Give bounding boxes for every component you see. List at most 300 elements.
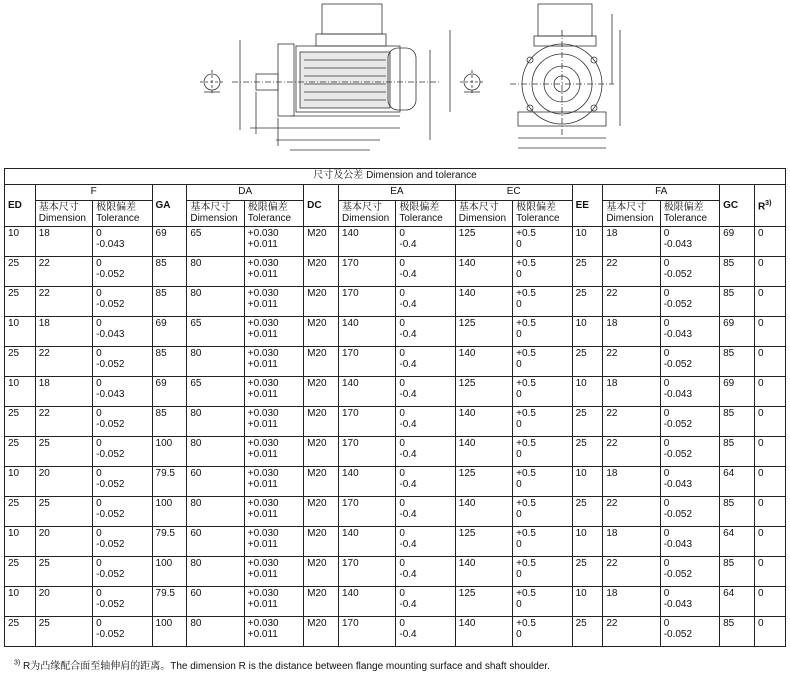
cell-ed [5,437,36,467]
cell-value: 0 [757,468,764,479]
cell-value: M20 [307,468,327,479]
cell-value: -0.052 [96,629,125,640]
cell-value: 60 [190,588,202,599]
cell-value: 25 [38,498,50,509]
cell-value: -0.052 [663,509,693,520]
cell-value: 25 [8,408,20,419]
cell-value: +0.030 [247,288,279,299]
cell-value: +0.030 [247,498,279,509]
cell-value: +0.011 [247,359,278,370]
cell-value: 10 [8,228,20,239]
cell-ec-dimension [455,347,512,377]
cell-fa-tolerance [660,227,719,257]
cell-value: +0.030 [247,348,279,359]
cell-ee [572,437,603,467]
cell-value: 0 [399,258,405,269]
cell-value: 25 [575,258,587,269]
cell-ec-tolerance [513,527,572,557]
cell-value: 0 [663,288,670,299]
cell-fa-dimension [603,287,660,317]
cell-da-dimension [187,287,244,317]
cell-value: +0.030 [247,588,279,599]
cell-value: 0 [399,378,405,389]
cell-value: 0 [516,569,522,580]
cell-value: +0.5 [516,348,536,359]
cell-value: 0 [516,389,522,400]
cell-f-tolerance [93,467,152,497]
subheader-cn-label: 基本尺寸 [190,202,231,213]
cell-gc [720,467,755,497]
cell-value: 22 [606,408,618,419]
cell-value: +0.011 [247,269,278,280]
cell-da-dimension [187,527,244,557]
cell-value: 60 [190,468,202,479]
cell-value: -0.4 [399,419,417,430]
cell-da-dimension [187,227,244,257]
cell-value: 0 [516,479,522,490]
cell-da-tolerance [244,227,303,257]
cell-value: -0.052 [96,599,125,610]
cell-fa-tolerance [660,437,719,467]
cell-value: -0.052 [663,569,693,580]
cell-r [754,227,785,257]
cell-value: 140 [458,558,476,569]
cell-value: M20 [307,618,327,629]
cell-value: 25 [8,348,20,359]
cell-value: 0 [516,449,522,460]
cell-value: 170 [341,438,359,449]
cell-value: 25 [575,558,587,569]
cell-dc [304,497,339,527]
cell-value: -0.052 [96,569,125,580]
cell-ee [572,527,603,557]
cell-value: -0.052 [663,449,693,460]
motor-side-view [232,4,450,150]
cell-value: 0 [663,318,670,329]
cell-fa-tolerance [660,617,719,647]
cell-ea-dimension [338,617,395,647]
cell-ea-tolerance [396,377,455,407]
cell-value: -0.043 [96,329,125,340]
cell-r [754,617,785,647]
cell-r [754,497,785,527]
cell-ee [572,407,603,437]
cell-r [754,527,785,557]
cell-value: 0 [757,408,764,419]
cell-f-dimension [35,437,92,467]
cell-fa-tolerance [660,587,719,617]
cell-value: 0 [663,258,670,269]
cell-value: -0.043 [96,389,125,400]
cell-value: 25 [575,438,587,449]
cell-value: 125 [458,588,476,599]
cell-value: 140 [341,378,359,389]
cell-fa-dimension [603,437,660,467]
cell-value: 140 [458,618,476,629]
cell-value: 140 [458,258,476,269]
cell-value: 140 [458,498,476,509]
cell-ed [5,527,36,557]
cell-da-dimension [187,587,244,617]
cell-value: -0.052 [663,269,693,280]
cell-f-tolerance [93,497,152,527]
cell-value: 140 [458,348,476,359]
cell-value: M20 [307,378,327,389]
cell-value: 18 [38,378,50,389]
cell-value: +0.5 [516,618,536,629]
cell-ec-tolerance [513,347,572,377]
cell-ga [152,527,187,557]
cell-value: 0 [516,239,522,250]
cell-gc [720,557,755,587]
cell-da-tolerance [244,287,303,317]
subheader-cn-label: 极限偏差 [516,202,557,213]
cell-value: 170 [341,498,359,509]
cell-dc [304,257,339,287]
cell-f-tolerance [93,257,152,287]
cell-value: 0 [96,618,102,629]
cell-value: 25 [8,438,20,449]
header-ec: EC [455,185,572,201]
cell-f-dimension [35,227,92,257]
cell-value: 140 [341,228,359,239]
cell-value: +0.011 [247,389,278,400]
cell-value: +0.5 [516,318,536,329]
header-ea: EA [338,185,455,201]
cell-f-dimension [35,557,92,587]
cell-gc [720,377,755,407]
table-row [5,527,786,557]
cell-da-tolerance [244,347,303,377]
cell-fa-dimension [603,587,660,617]
subheader-en-label: Dimension [606,213,654,224]
cell-f-dimension [35,527,92,557]
cell-value: +0.011 [247,509,278,520]
cell-value: 0 [399,558,405,569]
cell-value: -0.4 [399,329,417,340]
subheader-da-tolerance [244,201,303,227]
cell-value: -0.043 [96,239,125,250]
cell-value: 0 [757,258,764,269]
cell-value: -0.052 [663,359,693,370]
cell-value: +0.5 [516,288,536,299]
cell-ea-dimension [338,407,395,437]
cell-value: 10 [8,588,20,599]
cell-value: +0.5 [516,228,536,239]
cell-value: 22 [38,408,50,419]
cell-value: -0.052 [96,359,125,370]
cell-value: 125 [458,318,476,329]
cell-value: +0.030 [247,468,279,479]
cell-r [754,407,785,437]
cell-ga [152,617,187,647]
subheader-fa-dimension [603,201,660,227]
cell-ec-dimension [455,527,512,557]
subheader-en-label: Tolerance [516,213,560,224]
header-r-label: R [757,201,766,213]
cell-value: 0 [516,329,522,340]
cell-ee [572,587,603,617]
cell-ed [5,317,36,347]
cell-ea-dimension [338,437,395,467]
cell-gc [720,407,755,437]
cell-value: 25 [8,558,20,569]
cell-value: 0 [399,408,405,419]
cell-ec-tolerance [513,557,572,587]
table-row [5,317,786,347]
subheader-en-label: Dimension [190,213,238,224]
cell-fa-tolerance [660,287,719,317]
cell-value: -0.052 [96,479,125,490]
cell-value: 80 [190,498,202,509]
cell-da-dimension [187,317,244,347]
cell-da-tolerance [244,587,303,617]
shaft-end-right-view [460,70,484,94]
cell-value: 140 [458,408,476,419]
cell-value: 65 [190,228,202,239]
cell-ea-dimension [338,587,395,617]
cell-ee [572,227,603,257]
table-row [5,227,786,257]
cell-value: M20 [307,408,327,419]
subheader-en-label: Tolerance [399,213,443,224]
cell-ea-tolerance [396,317,455,347]
cell-ga [152,587,187,617]
cell-value: 25 [575,408,587,419]
cell-value: 0 [516,509,522,520]
subheader-f-tolerance [93,201,152,227]
cell-value: -0.052 [663,419,693,430]
cell-ed [5,377,36,407]
cell-value: +0.5 [516,408,536,419]
cell-value: -0.043 [663,239,693,250]
header-gc: GC [720,185,755,227]
cell-gc [720,497,755,527]
cell-value: 64 [723,528,735,539]
cell-value: +0.030 [247,558,279,569]
cell-value: +0.5 [516,438,536,449]
cell-value: -0.052 [663,299,693,310]
cell-value: +0.5 [516,498,536,509]
cell-gc [720,347,755,377]
table-row [5,347,786,377]
cell-value: -0.4 [399,269,417,280]
cell-value: 0 [96,588,102,599]
cell-value: 85 [723,498,735,509]
cell-ga [152,557,187,587]
cell-value: +0.030 [247,438,279,449]
cell-da-tolerance [244,317,303,347]
cell-value: 0 [96,558,102,569]
cell-r [754,347,785,377]
cell-value: 0 [663,498,670,509]
cell-fa-dimension [603,617,660,647]
cell-value: -0.052 [96,299,125,310]
cell-value: 10 [575,528,587,539]
cell-value: 0 [757,318,764,329]
cell-value: 22 [38,288,50,299]
cell-value: 64 [723,468,735,479]
cell-fa-dimension [603,497,660,527]
cell-ee [572,557,603,587]
cell-gc [720,287,755,317]
cell-value: -0.043 [663,329,693,340]
cell-da-dimension [187,617,244,647]
cell-value: 18 [606,318,618,329]
cell-value: 0 [757,228,764,239]
cell-value: 65 [190,318,202,329]
cell-r [754,377,785,407]
subheader-cn-label: 基本尺寸 [606,202,647,213]
cell-value: 100 [155,558,173,569]
table-row [5,617,786,647]
cell-value: 22 [38,258,50,269]
subheader-ea-dimension [338,201,395,227]
cell-ec-tolerance [513,437,572,467]
cell-value: 69 [155,228,167,239]
cell-f-tolerance [93,347,152,377]
cell-ec-dimension [455,317,512,347]
cell-value: 80 [190,558,202,569]
cell-ed [5,257,36,287]
cell-value: 170 [341,348,359,359]
cell-value: 18 [38,318,50,329]
cell-value: 0 [399,348,405,359]
cell-gc [720,257,755,287]
cell-value: 80 [190,618,202,629]
cell-ec-tolerance [513,407,572,437]
cell-value: 100 [155,618,173,629]
cell-value: -0.052 [96,449,125,460]
cell-value: 0 [757,618,764,629]
cell-ec-dimension [455,227,512,257]
subheader-ea-tolerance [396,201,455,227]
header-r-footnote-mark: 3) [765,200,772,208]
cell-value: 85 [723,438,735,449]
table-row [5,377,786,407]
cell-r [754,317,785,347]
cell-value: +0.5 [516,558,536,569]
cell-value: 65 [190,378,202,389]
cell-value: 69 [723,318,735,329]
cell-value: -0.4 [399,479,417,490]
cell-f-dimension [35,317,92,347]
cell-value: 0 [663,588,670,599]
cell-value: -0.4 [399,629,417,640]
cell-value: 22 [606,348,618,359]
cell-ee [572,467,603,497]
subheader-en-label: Tolerance [663,213,708,224]
cell-value: 140 [341,588,359,599]
cell-fa-dimension [603,347,660,377]
subheader-cn-label: 基本尺寸 [38,202,79,213]
dimension-tolerance-table-wrapper [4,168,786,647]
cell-ed [5,227,36,257]
cell-value: -0.043 [663,389,693,400]
cell-value: 0 [516,629,522,640]
cell-f-dimension [35,587,92,617]
cell-da-tolerance [244,497,303,527]
cell-ec-dimension [455,257,512,287]
cell-da-tolerance [244,467,303,497]
cell-value: -0.4 [399,239,417,250]
cell-fa-tolerance [660,317,719,347]
cell-value: 0 [663,408,670,419]
cell-gc [720,587,755,617]
cell-dc [304,527,339,557]
cell-value: 0 [663,558,670,569]
subheader-en-label: Tolerance [96,213,140,224]
cell-value: 140 [341,468,359,479]
cell-value: 22 [606,618,618,629]
cell-value: 0 [96,438,102,449]
cell-value: M20 [307,588,327,599]
cell-fa-tolerance [660,407,719,437]
cell-value: 0 [399,618,405,629]
header-ga: GA [152,185,187,227]
cell-fa-dimension [603,257,660,287]
cell-gc [720,617,755,647]
table-row [5,557,786,587]
cell-value: +0.030 [247,408,279,419]
cell-value: 85 [723,288,735,299]
cell-value: 80 [190,288,202,299]
cell-value: 0 [663,618,670,629]
cell-value: -0.4 [399,539,417,550]
cell-value: -0.043 [663,479,693,490]
cell-dc [304,227,339,257]
cell-value: 85 [723,558,735,569]
cell-value: 79.5 [155,528,175,539]
cell-value: 0 [516,359,522,370]
cell-ea-dimension [338,257,395,287]
cell-da-dimension [187,467,244,497]
cell-da-dimension [187,557,244,587]
cell-value: 85 [155,258,167,269]
cell-ea-dimension [338,287,395,317]
cell-ec-tolerance [513,617,572,647]
cell-ec-tolerance [513,377,572,407]
cell-value: 69 [155,378,167,389]
subheader-en-label: Dimension [458,213,507,224]
cell-f-tolerance [93,377,152,407]
cell-value: +0.030 [247,378,279,389]
cell-value: 85 [155,408,167,419]
cell-ec-tolerance [513,587,572,617]
table-row [5,497,786,527]
cell-value: 25 [575,288,587,299]
header-r [754,185,785,227]
table-row [5,257,786,287]
cell-value: 79.5 [155,588,175,599]
cell-value: 140 [341,528,359,539]
cell-value: 85 [723,348,735,359]
cell-f-dimension [35,407,92,437]
cell-f-tolerance [93,437,152,467]
cell-f-tolerance [93,407,152,437]
cell-f-tolerance [93,587,152,617]
cell-ea-tolerance [396,227,455,257]
cell-value: 0 [399,498,405,509]
cell-value: 0 [96,468,102,479]
subheader-cn-label: 极限偏差 [247,202,288,213]
cell-value: 80 [190,408,202,419]
cell-value: +0.011 [247,599,278,610]
cell-value: 170 [341,618,359,629]
cell-value: 0 [663,528,670,539]
cell-fa-dimension [603,227,660,257]
cell-value: 85 [723,258,735,269]
